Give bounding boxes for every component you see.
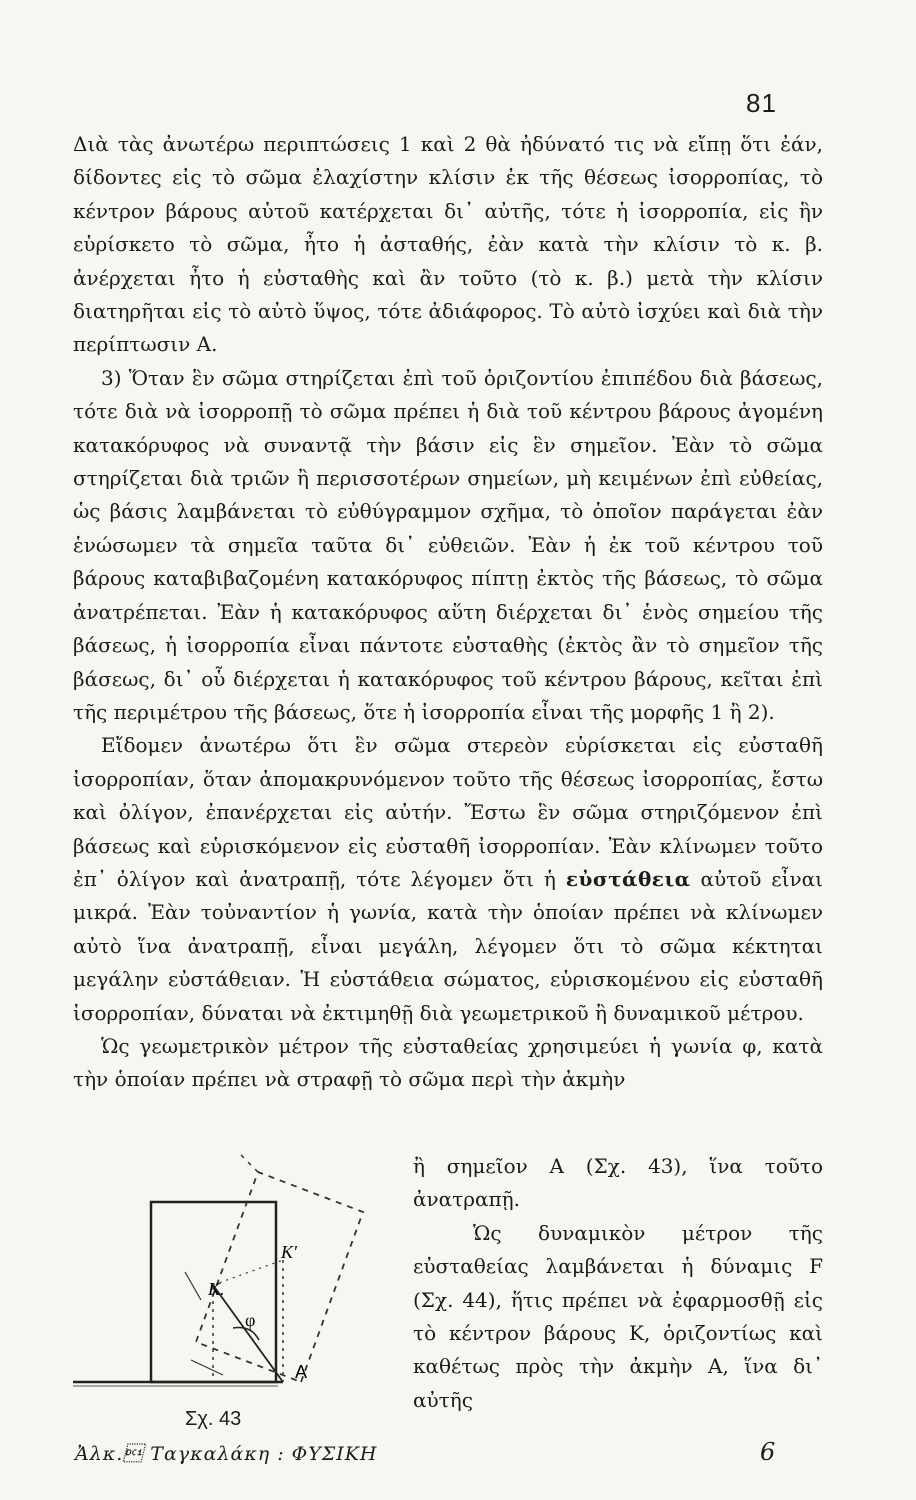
label-phi: φ [245,1310,256,1330]
main-text [73,128,823,1097]
paragraph-3-end: αὐτοῦ εἶναι μικρά. Ἐὰν τοὐναντίον ἡ γωνία, κατὰ τὴν ὁποίαν πρέπει νὰ κλίνωμεν αὐτὸ ἵνα ἀνατραπῇ, εἶναι μεγάλη, λέγομεν ὅτι τὸ σῶμα κέκτηται μεγάλην εὐστάθειαν. Ἡ εὐστάθεια σώματος, εὑρισκομένου εἰς εὐσταθῆ ἰσορροπίαν, δύναται νὰ ἐκτιμηθῇ διὰ γεωμετρικοῦ ἢ δυναμικοῦ μέτρου. [73,866,823,1025]
stability-diagram [73,1150,403,1440]
page-number: 81 [746,88,777,118]
label-k-prime: K' [281,1242,297,1262]
figure-43 [73,1150,403,1440]
paragraph-4: Ὡς γεωμετρικὸν μέτρον τῆς εὐσταθείας χρησιμεύει ἡ γωνία φ, κατὰ τὴν ὁποίαν πρέπει νὰ στραφῇ τὸ σῶμα περὶ τὴν ἀκμὴν [73,1033,823,1092]
footer-signature: 6 [760,1438,776,1466]
paragraph-3-start: Εἴδομεν ἀνωτέρω ὅτι ἓν σῶμα στερεὸν εὑρίσκεται εἰς εὐσταθῆ ἰσορροπίαν, ὅταν ἀπομακρυνόμενον τοῦτο τῆς θέσεως ἰσορροπίας, ἔστω καὶ ὀλίγον, ἐπανέρχεται εἰς αὐτήν. Ἔστω ἓν σῶμα στηριζόμενον ἐπὶ βάσεως καὶ εὑρισκόμενον εἰς εὐσταθῆ ἰσορροπίαν. Ἐὰν κλίνωμεν τοῦτο ἐπ᾿ ὀλίγον καὶ ἀνατραπῇ, τότε λέγομεν ὅτι ἡ [73,733,823,891]
term-eustatheia: εὐστάθεια [565,866,691,891]
label-k: K. [208,1279,225,1299]
footer-author-title: Ἀλκ. Ταγκαλάκη : ΦΥΣΙΚΗ [75,1443,378,1465]
paragraph-2: 3) Ὅταν ἓν σῶμα στηρίζεται ἐπὶ τοῦ ὁριζοντίου ἐπιπέδου διὰ βάσεως, τότε διὰ νὰ ἰσορροπῇ τὸ σῶμα πρέπει ἡ διὰ τοῦ κέντρου βάρους ἀγομένη κατακόρυφος νὰ συναντᾷ τὴν βάσιν εἰς ἓν σημεῖον. Ἐὰν τὸ σῶμα στηρίζεται διὰ τριῶν ἢ περισσοτέρων σημείων, μὴ κειμένων ἐπὶ εὐθείας, ὡς βάσις λαμβάνεται τὸ εὐθύγραμμον σχῆμα, τὸ ὁποῖον παράγεται ἐὰν ἑνώσωμεν τὰ σημεῖα ταῦτα δι᾿ εὐθειῶν. Ἐὰν ἡ ἐκ τοῦ κέντρου τοῦ βάρους καταβιβαζομένη κατακόρυφος πίπτῃ ἐκτὸς τῆς βάσεως, τὸ σῶμα ἀνατρέπεται. Ἐὰν ἡ κατακόρυφος αὕτη διέρχεται δι᾿ ἑνὸς σημείου τῆς βάσεως, ἡ ἰσορροπία εἶναι πάντοτε εὐσταθὴς (ἐκτὸς ἂν τὸ σημεῖον τῆς βάσεως, δι᾿ οὗ διέρχεται ἡ κατακόρυφος τοῦ κέντρου βάρους, κεῖται ἐπὶ τῆς περιμέτρου τῆς βάσεως, ὅτε ἡ ἰσορροπία εἶναι τῆς μορφῆς 1 ἢ 2). [73,365,823,724]
side-paragraph-2: Ὡς δυναμικὸν μέτρον τῆς εὐσταθείας λαμβάνεται ἡ δύναμις F (Σχ. 44), ἥτις πρέπει νὰ ἐφαρμοσθῇ εἰς τὸ κέντρον βάρους Κ, ὁριζοντίως καὶ καθέτως πρὸς τὴν ἀκμὴν Α, ἵνα δι᾿ αὐτῆς [413,1220,823,1412]
figure-row [73,1150,823,1440]
side-paragraph-1: ἢ σημεῖον Α (Σχ. 43), ἵνα τοῦτο ἀνατραπῇ. [413,1154,823,1212]
tick-mark [191,1360,223,1375]
extension-line [238,1152,258,1172]
side-text [413,1150,823,1417]
paragraph-3 [73,729,823,1030]
paragraph-1: Διὰ τὰς ἀνωτέρω περιπτώσεις 1 καὶ 2 θὰ ἠδύνατό τις νὰ εἴπῃ ὅτι ἐάν, δίδοντες εἰς τὸ σῶμα ἐλαχίστην κλίσιν ἐκ τῆς θέσεως ἰσορροπίας, τὸ κέντρον βάρους αὐτοῦ κατέρχεται δι᾿ αὐτῆς, τότε ἡ ἰσορροπία, εἰς ἣν εὑρίσκετο τὸ σῶμα, ἦτο ἡ ἀσταθής, ἐὰν κατὰ τὴν κλίσιν τὸ κ. β. ἀνέρχεται ἦτο ἡ εὐσταθὴς καὶ ἂν τοῦτο (τὸ κ. β.) μετὰ τὴν κλίσιν διατηρῆται εἰς τὸ αὐτὸ ὕψος, τότε ἀδιάφορος. Τὸ αὐτὸ ἰσχύει καὶ διὰ τὴν περίπτωσιν Α. [73,132,823,357]
figure-caption: Σχ. 43 [185,1408,242,1430]
label-a: A [295,1362,308,1382]
tilted-block [196,1172,363,1382]
k-a-line [213,1285,283,1382]
tick-mark-2 [185,1272,201,1300]
